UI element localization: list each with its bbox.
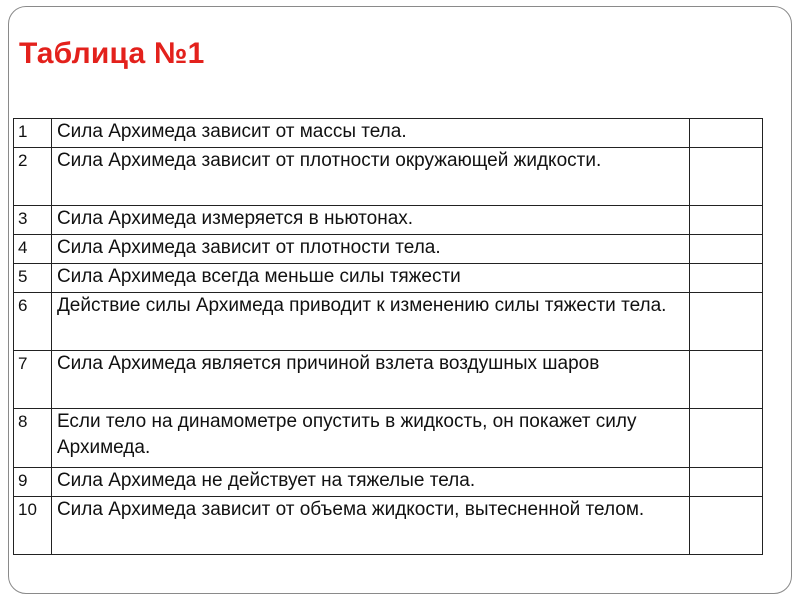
- statement-text: Действие силы Архимеда приводит к изменению силы тяжести тела.: [51, 293, 689, 351]
- page-title: Таблица №1: [19, 37, 205, 70]
- table-row: [14, 293, 763, 351]
- statement-text: Сила Архимеда зависит от плотности окружающей жидкости.: [51, 148, 689, 206]
- table-row: [14, 351, 763, 409]
- row-number: 5: [14, 264, 52, 293]
- table-row: [14, 497, 763, 555]
- row-number: 3: [14, 206, 52, 235]
- answer-cell[interactable]: [690, 148, 763, 206]
- answer-cell[interactable]: [690, 235, 763, 264]
- answer-cell[interactable]: [690, 206, 763, 235]
- table-row: [14, 468, 763, 497]
- table-row: [14, 206, 763, 235]
- row-number: 6: [14, 293, 52, 351]
- statement-text: Сила Архимеда всегда меньше силы тяжести: [51, 264, 689, 293]
- statement-text: Сила Архимеда измеряется в ньютонах.: [51, 206, 689, 235]
- statement-text: Если тело на динамометре опустить в жидкость, он покажет силу Архимеда.: [51, 409, 689, 468]
- statement-text: Сила Архимеда является причиной взлета воздушных шаров: [51, 351, 689, 409]
- answer-cell[interactable]: [690, 119, 763, 148]
- table-row: [14, 235, 763, 264]
- row-number: 4: [14, 235, 52, 264]
- table-row: [14, 409, 763, 468]
- answer-cell[interactable]: [690, 497, 763, 555]
- row-number: 1: [14, 119, 52, 148]
- answer-cell[interactable]: [690, 351, 763, 409]
- row-number: 2: [14, 148, 52, 206]
- statement-text: Сила Архимеда не действует на тяжелые тела.: [51, 468, 689, 497]
- row-number: 10: [14, 497, 52, 555]
- row-number: 7: [14, 351, 52, 409]
- statement-text: Сила Архимеда зависит от объема жидкости, вытесненной телом.: [51, 497, 689, 555]
- table-row: [14, 119, 763, 148]
- answer-cell[interactable]: [690, 468, 763, 497]
- table-row: [14, 148, 763, 206]
- answer-cell[interactable]: [690, 409, 763, 468]
- statements-table: [13, 118, 763, 555]
- table-row: [14, 264, 763, 293]
- answer-cell[interactable]: [690, 293, 763, 351]
- row-number: 8: [14, 409, 52, 468]
- answer-cell[interactable]: [690, 264, 763, 293]
- statement-text: Сила Архимеда зависит от плотности тела.: [51, 235, 689, 264]
- statement-text: Сила Архимеда зависит от массы тела.: [51, 119, 689, 148]
- row-number: 9: [14, 468, 52, 497]
